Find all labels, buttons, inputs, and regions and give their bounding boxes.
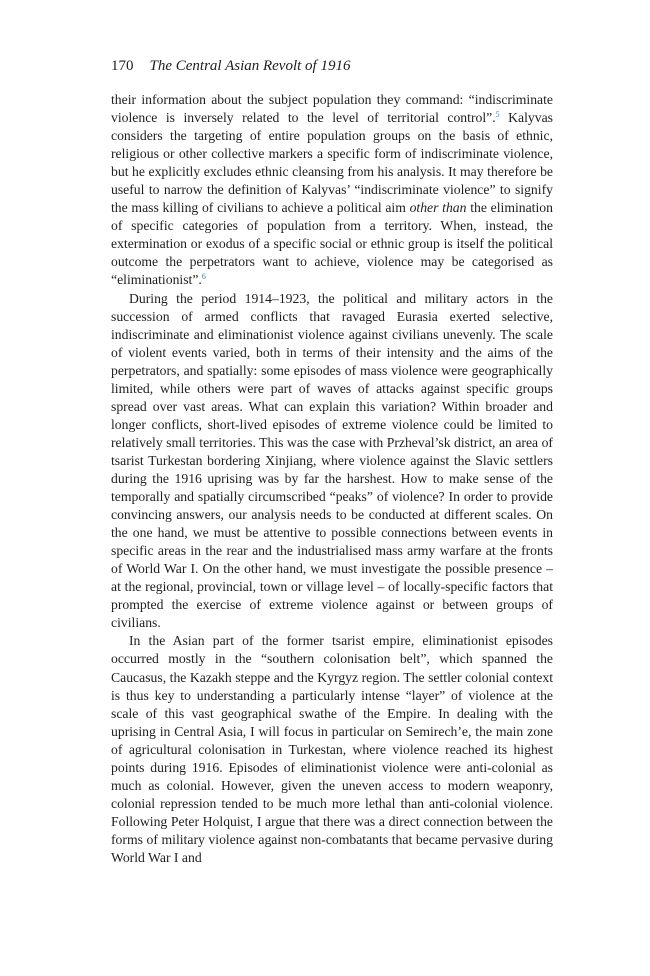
paragraph-1-part-2: Kalyvas considers the targeting of entire population groups on the basis of ethnic, religious or other collective markers a specific form of indiscriminate violence, but he explicitly excludes ethnic cleansing from his analysis. It may therefore be useful to narrow the definition of Kalyvas’ “indiscriminate violence” to signify the mass killing of civilians to achieve a political aim <box>111 110 554 216</box>
footnote-ref-5[interactable]: 5 <box>495 110 500 120</box>
page-number: 170 <box>111 58 134 74</box>
paragraph-1-part-3: the elimination of specific categories of population from a territory. When, instead, the extermination or exodus of a specific social or ethnic group is itself the political outcome the perpetrators want to achieve, violence may be categorised as “eliminationist”. <box>111 200 553 288</box>
book-title: The Central Asian Revolt of 1916 <box>149 58 351 74</box>
paragraph-2: During the period 1914–1923, the political and military actors in the succession of armed conflicts that ravaged Eurasia exerted selective, indiscriminate and eliminationist violence against civilians unevenly. The scale of violent events varied, both in terms of their intensity and the aims of the perpetrators, and spatially: some episodes of mass violence were geographically limited, while others were part of waves of attacks against specific groups spread over vast areas. What can explain this variation? Within broader and longer conflicts, short-lived episodes of extreme violence could be limited to relatively small territories. This was the case with Przheval’sk district, an area of tsarist Turkestan bordering Xinjiang, where violence against the Slavic settlers during the 1916 uprising was by far the harshest. How to make sense of the temporally and spatially circumscribed “peaks” of violence? In order to provide convincing answers, our analysis needs to be conducted at different scales. On the one hand, we must be attentive to possible connections between events in specific areas in the rear and the industrialised mass army warfare at the fronts of World War I. On the other hand, we must investigate the possible presence – at the regional, provincial, town or village level – of locally-specific factors that prompted the exercise of extreme violence against or between groups of civilians. <box>111 290 553 631</box>
paragraph-3: In the Asian part of the former tsarist empire, eliminationist episodes occurred mostly in the “southern colonisation belt”, which spanned the Caucasus, the Kazakh steppe and the Kyrgyz region. The settler colonial context is thus key to understanding a particularly intense “layer” of violence at the scale of this vast geographical swathe of the Empire. In dealing with the uprising in Central Asia, I will focus in particular on Semirech’e, the main zone of agricultural colonisation in Turkestan, where violence reached its highest points during 1916. Episodes of eliminationist violence were anti-colonial as much as colonial. However, given the uneven access to modern weaponry, colonial repression tended to be much more lethal than anti-colonial violence. Following Peter Holquist, I argue that there was a direct connection between the forms of military violence against non-combatants that became pervasive during World War I and <box>111 633 553 865</box>
paragraph-1 <box>111 91 553 290</box>
footnote-ref-6[interactable]: 6 <box>201 272 206 282</box>
paragraph-1-part-1: their information about the subject population they command: “indiscriminate violence is inversely related to the level of territorial control”. <box>111 92 553 126</box>
body-text <box>111 91 553 867</box>
emphasis-other-than: other than <box>409 200 467 216</box>
running-head <box>111 56 556 76</box>
